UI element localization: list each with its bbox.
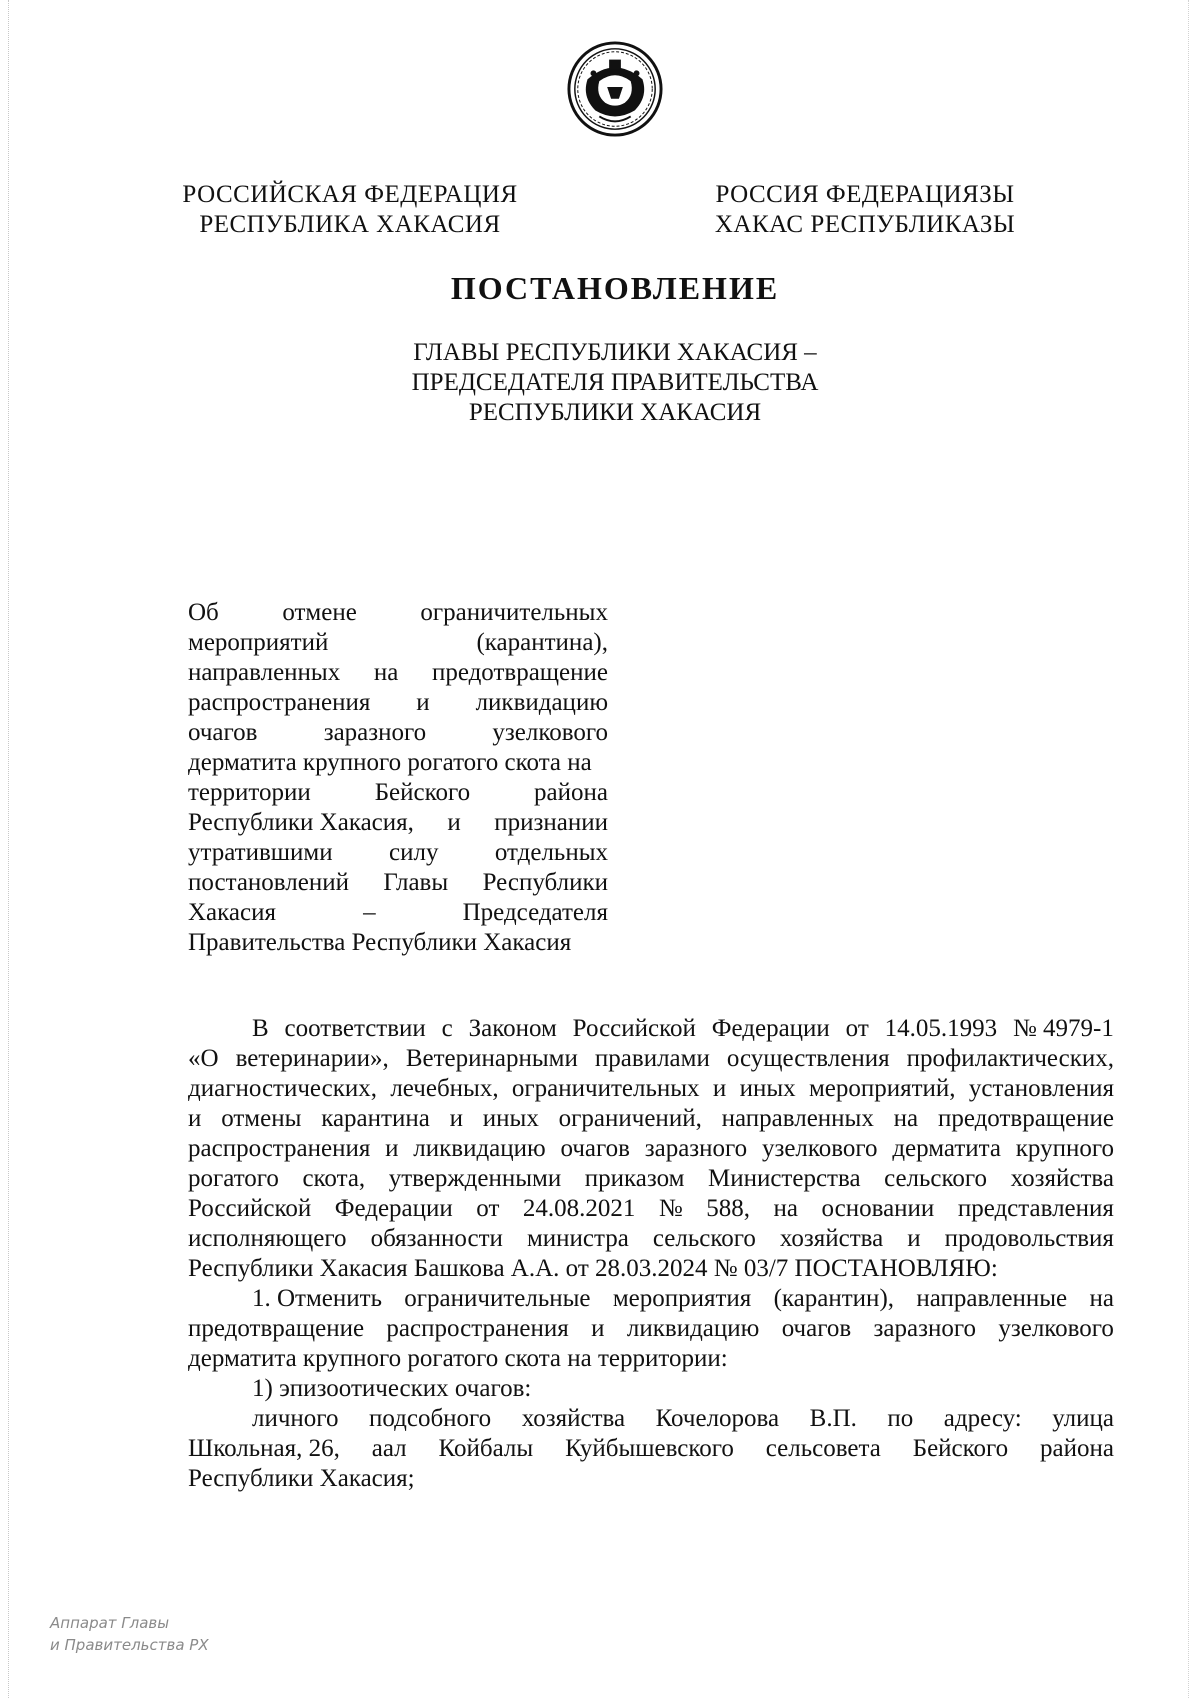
subject-word: силу bbox=[389, 839, 439, 866]
subject-word: отмене bbox=[282, 599, 357, 626]
subject-word: района bbox=[534, 779, 608, 806]
body-word: № bbox=[658, 1195, 683, 1222]
body-word: ветеринарии», bbox=[235, 1045, 389, 1072]
header-left-line: РЕСПУБЛИКА ХАКАСИЯ bbox=[199, 211, 501, 238]
body-word: предотвращение bbox=[937, 1105, 1114, 1132]
body-word: и bbox=[385, 1135, 399, 1162]
subject-word: утратившими bbox=[188, 839, 333, 866]
subject-word: признании bbox=[494, 809, 608, 836]
office-stamp bbox=[50, 1612, 209, 1656]
body-word: Законом bbox=[468, 1015, 557, 1042]
body-line bbox=[188, 1074, 1114, 1104]
body-word: иных bbox=[739, 1075, 796, 1102]
body-word: мероприятий, bbox=[808, 1075, 956, 1102]
subject-word: Хакасия bbox=[188, 899, 276, 926]
subject-word: распространения bbox=[188, 689, 371, 716]
body-word: обязанности bbox=[370, 1225, 503, 1252]
body-word: заразного bbox=[873, 1315, 976, 1342]
body-word: крупного bbox=[1015, 1135, 1114, 1162]
document-type-title: ПОСТАНОВЛЕНИЕ bbox=[450, 270, 780, 306]
body-word: иных bbox=[482, 1105, 539, 1132]
scan-edge-left bbox=[8, 0, 11, 1698]
body-word: на bbox=[893, 1105, 919, 1132]
body-word: сельского bbox=[884, 1165, 988, 1192]
body-word: Школьная, 26, bbox=[188, 1435, 340, 1462]
body-word: Бейского bbox=[912, 1435, 1009, 1462]
body-word: Федерации bbox=[711, 1015, 830, 1042]
body-line bbox=[188, 1464, 1114, 1494]
body-word: 588, bbox=[706, 1195, 751, 1222]
authority-line: ПРЕДСЕДАТЕЛЯ ПРАВИТЕЛЬСТВА bbox=[411, 369, 819, 396]
body-word: и bbox=[188, 1105, 202, 1132]
body-word: подсобного bbox=[368, 1405, 492, 1432]
stamp-line: и Правительства РХ bbox=[50, 1636, 209, 1654]
subject-word: территории bbox=[188, 779, 311, 806]
header-left-block bbox=[170, 180, 530, 240]
body-word: Койбалы bbox=[438, 1435, 534, 1462]
body-word: представления bbox=[957, 1195, 1114, 1222]
subject-word: – bbox=[363, 899, 376, 926]
subject-word: и bbox=[447, 809, 461, 836]
body-word: на bbox=[1089, 1285, 1114, 1312]
body-word: и bbox=[907, 1225, 921, 1252]
body-word: направленных bbox=[721, 1105, 874, 1132]
body-word: адресу: bbox=[943, 1405, 1022, 1432]
subject-word: очагов bbox=[188, 719, 258, 746]
body-word: и bbox=[591, 1315, 605, 1342]
body-word: ограничительных bbox=[511, 1075, 700, 1102]
body-line bbox=[188, 1224, 1114, 1254]
body-word: Куйбышевского bbox=[565, 1435, 734, 1462]
header-left-line: РОССИЙСКАЯ ФЕДЕРАЦИЯ bbox=[182, 181, 518, 208]
body-line bbox=[188, 1404, 1114, 1434]
subject-line bbox=[188, 838, 608, 868]
body-word: заразного bbox=[644, 1135, 748, 1162]
body-word: В.П. bbox=[809, 1405, 857, 1432]
body-word: распространения bbox=[188, 1135, 371, 1162]
body-word: профилактических, bbox=[906, 1045, 1114, 1072]
body-word: скота, bbox=[302, 1165, 366, 1192]
body-line bbox=[188, 1134, 1114, 1164]
body-word: приказом bbox=[584, 1165, 685, 1192]
republic-of-khakassia-coat-of-arms-icon bbox=[566, 40, 664, 138]
body-word: ликвидацию bbox=[626, 1315, 760, 1342]
body-word: правилами bbox=[594, 1045, 710, 1072]
body-word: лечебных, bbox=[390, 1075, 499, 1102]
body-word: по bbox=[887, 1405, 914, 1432]
subject-line bbox=[188, 658, 608, 688]
subject-word: отдельных bbox=[494, 839, 608, 866]
body-word: ликвидацию bbox=[413, 1135, 546, 1162]
header-right-line: РОССИЯ ФЕДЕРАЦИЯЗЫ bbox=[715, 181, 1015, 208]
body-word: Федерации bbox=[334, 1195, 453, 1222]
body-word: 24.08.2021 bbox=[522, 1195, 636, 1222]
subject-word: дерматита крупного рогатого скота на bbox=[188, 749, 592, 776]
subject-line bbox=[188, 718, 608, 748]
body-word: продовольствия bbox=[944, 1225, 1114, 1252]
body-word: ограничительные bbox=[404, 1285, 591, 1312]
body-word: района bbox=[1040, 1435, 1114, 1462]
body-word: рогатого bbox=[188, 1165, 279, 1192]
authority-line: РЕСПУБЛИКИ ХАКАСИЯ bbox=[468, 399, 762, 426]
authority-line: ГЛАВЫ РЕСПУБЛИКИ ХАКАСИЯ – bbox=[413, 339, 817, 366]
subject-line bbox=[188, 778, 608, 808]
body-word: дерматита bbox=[892, 1135, 1001, 1162]
document-body bbox=[188, 1014, 1114, 1494]
subject-word: Правительства Республики Хакасия bbox=[188, 929, 572, 956]
subject-word: на bbox=[373, 659, 399, 686]
subject-word: мероприятий bbox=[188, 629, 329, 656]
body-word: распространения bbox=[386, 1315, 569, 1342]
body-word: Кочелорова bbox=[655, 1405, 780, 1432]
document-subject bbox=[188, 598, 608, 958]
subject-word: ликвидацию bbox=[475, 689, 608, 716]
body-word: улица bbox=[1052, 1405, 1114, 1432]
body-line bbox=[188, 1044, 1114, 1074]
body-line bbox=[188, 1104, 1114, 1134]
subject-line bbox=[188, 898, 608, 928]
subject-line bbox=[188, 628, 608, 658]
subject-word: Главы bbox=[383, 869, 449, 896]
body-word: осуществления bbox=[726, 1045, 890, 1072]
body-word: хозяйства bbox=[779, 1225, 884, 1252]
body-word: Ветеринарными bbox=[405, 1045, 578, 1072]
subject-word: заразного bbox=[323, 719, 427, 746]
subject-word: и bbox=[416, 689, 430, 716]
body-word: соответствии bbox=[284, 1015, 426, 1042]
body-line bbox=[188, 1344, 1114, 1374]
body-word: сельсовета bbox=[765, 1435, 881, 1462]
subject-word: узелкового bbox=[492, 719, 608, 746]
body-line bbox=[188, 1284, 1114, 1314]
body-word: диагностических, bbox=[188, 1075, 378, 1102]
body-word: Российской bbox=[188, 1195, 312, 1222]
body-word: от bbox=[845, 1015, 869, 1042]
subject-word: (карантина), bbox=[476, 629, 608, 656]
subject-word: направленных bbox=[188, 659, 341, 686]
subject-line bbox=[188, 748, 608, 778]
body-line bbox=[188, 1194, 1114, 1224]
subject-word: Бейского bbox=[374, 779, 471, 806]
issuing-authority bbox=[0, 338, 1200, 428]
body-word: 1) эпизоотических очагов: bbox=[252, 1375, 532, 1402]
body-word: аал bbox=[371, 1435, 407, 1462]
subject-line bbox=[188, 928, 608, 958]
header-right-block bbox=[700, 180, 1030, 240]
body-word: хозяйства bbox=[521, 1405, 626, 1432]
body-word: очагов bbox=[560, 1135, 630, 1162]
body-line bbox=[188, 1164, 1114, 1194]
body-word: направленные bbox=[916, 1285, 1068, 1312]
body-word: предотвращение bbox=[188, 1315, 365, 1342]
subject-line bbox=[188, 868, 608, 898]
subject-word: ограничительных bbox=[420, 599, 608, 626]
body-word: Министерства bbox=[707, 1165, 861, 1192]
body-line bbox=[188, 1434, 1114, 1464]
body-word: и bbox=[712, 1075, 727, 1102]
body-word: сельского bbox=[652, 1225, 756, 1252]
body-word: Республики Хакасия; bbox=[188, 1465, 415, 1492]
subject-word: Об bbox=[188, 599, 219, 626]
body-word: отмены bbox=[221, 1105, 302, 1132]
body-word: установления bbox=[968, 1075, 1114, 1102]
subject-line bbox=[188, 598, 608, 628]
body-line bbox=[188, 1254, 1114, 1284]
body-word: карантина bbox=[321, 1105, 430, 1132]
body-word: № 4979-1 bbox=[1012, 1015, 1114, 1042]
body-word: основании bbox=[821, 1195, 935, 1222]
body-word: 14.05.1993 bbox=[884, 1015, 998, 1042]
body-word: и bbox=[449, 1105, 463, 1132]
body-word: мероприятия bbox=[612, 1285, 752, 1312]
body-word: исполняющего bbox=[188, 1225, 347, 1252]
body-word: Республики Хакасия Башкова А.А. от 28.03.2024 № 03/7 ПОСТАНОВЛЯЮ: bbox=[188, 1255, 998, 1282]
body-word: дерматита крупного рогатого скота на территории: bbox=[188, 1345, 728, 1372]
body-word: узелкового bbox=[761, 1135, 878, 1162]
subject-word: Республики bbox=[482, 869, 608, 896]
subject-line bbox=[188, 688, 608, 718]
body-word: утвержденными bbox=[388, 1165, 562, 1192]
subject-word: Республики Хакасия, bbox=[188, 809, 414, 836]
body-word: В bbox=[252, 1015, 269, 1042]
body-line bbox=[188, 1374, 1114, 1404]
body-line bbox=[188, 1314, 1114, 1344]
body-word: от bbox=[476, 1195, 500, 1222]
body-word: «О bbox=[188, 1045, 219, 1072]
body-word: узелкового bbox=[998, 1315, 1114, 1342]
stamp-line: Аппарат Главы bbox=[50, 1614, 170, 1632]
scan-edge-right bbox=[1188, 0, 1191, 1698]
subject-word: постановлений bbox=[188, 869, 349, 896]
header-right-line: ХАКАС РЕСПУБЛИКАЗЫ bbox=[714, 211, 1016, 238]
body-word: ограничений, bbox=[558, 1105, 702, 1132]
body-word: 1. Отменить bbox=[252, 1285, 382, 1312]
body-word: очагов bbox=[781, 1315, 852, 1342]
body-word: личного bbox=[252, 1405, 339, 1432]
body-word: министра bbox=[526, 1225, 629, 1252]
body-word: хозяйства bbox=[1010, 1165, 1114, 1192]
body-word: с bbox=[441, 1015, 453, 1042]
body-word: (карантин), bbox=[773, 1285, 895, 1312]
subject-line bbox=[188, 808, 608, 838]
body-word: на bbox=[773, 1195, 798, 1222]
subject-word: Председателя bbox=[462, 899, 608, 926]
subject-word: предотвращение bbox=[431, 659, 608, 686]
body-line bbox=[188, 1014, 1114, 1044]
body-word: Российской bbox=[572, 1015, 696, 1042]
